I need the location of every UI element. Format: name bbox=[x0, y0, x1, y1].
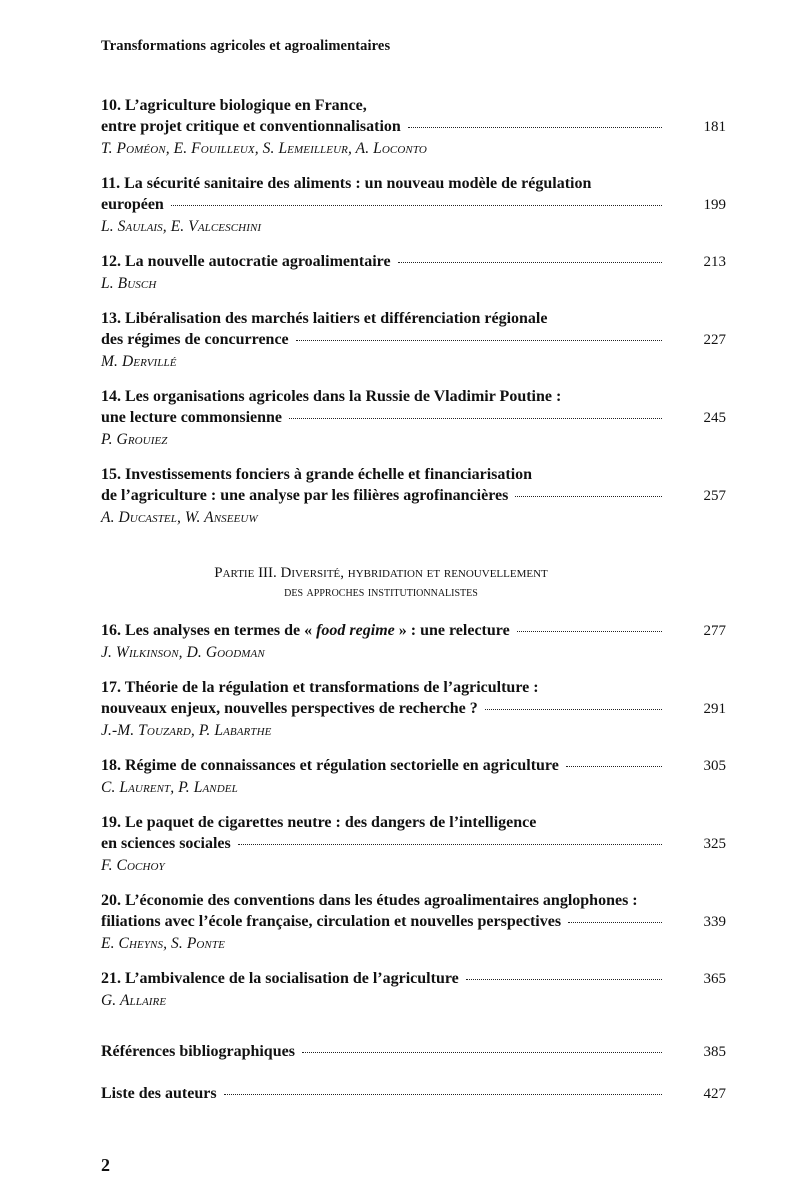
toc-entry-title-line bbox=[101, 911, 726, 933]
toc-entry-title: des régimes de concurrence bbox=[101, 331, 289, 348]
toc-page-number: 339 bbox=[703, 914, 726, 930]
toc-entry-title: en sciences sociales bbox=[101, 835, 231, 852]
toc-entry-authors: L. Saulais, E. Valceschini bbox=[101, 218, 262, 235]
leader-dots bbox=[296, 340, 662, 341]
leader-dots bbox=[466, 979, 662, 980]
toc-page-number: 277 bbox=[703, 623, 726, 639]
leader-dots bbox=[224, 1094, 662, 1095]
toc-entry[interactable] bbox=[101, 620, 726, 663]
toc-entry-title-line bbox=[101, 755, 726, 777]
leader-dots bbox=[485, 709, 662, 710]
leader-dots bbox=[302, 1052, 662, 1053]
toc-page-number: 199 bbox=[703, 197, 726, 213]
leader-dots bbox=[171, 205, 662, 206]
leader-dots bbox=[408, 127, 662, 128]
authors-list-label: Liste des auteurs bbox=[101, 1085, 217, 1102]
leader-dots bbox=[568, 922, 662, 923]
toc-entry-title-line: 19. Le paquet de cigarettes neutre : des dangers de l’intelligence bbox=[101, 814, 537, 831]
toc-entry[interactable] bbox=[101, 968, 726, 1011]
toc-entry-authors: C. Laurent, P. Landel bbox=[101, 779, 238, 796]
toc-entry-title: une lecture commonsienne bbox=[101, 409, 283, 426]
toc-entry-title: 12. La nouvelle autocratie agroalimentaire bbox=[101, 253, 391, 270]
toc-entry-title: filiations avec l’école française, circulation et nouvelles perspectives bbox=[101, 913, 562, 930]
references-label: Références bibliographiques bbox=[101, 1043, 295, 1060]
toc-page-number: 291 bbox=[703, 701, 726, 717]
toc-entry-title-line: 10. L’agriculture biologique en France, bbox=[101, 97, 367, 114]
toc-entry[interactable] bbox=[101, 173, 726, 237]
toc-entry[interactable] bbox=[101, 890, 726, 954]
toc-entry-title-line: 13. Libéralisation des marchés laitiers et différenciation régionale bbox=[101, 310, 548, 327]
table-of-contents bbox=[101, 95, 726, 1119]
toc-entry-authors: F. Cochoy bbox=[101, 857, 165, 874]
toc-entry-title-line bbox=[101, 194, 726, 216]
toc-entry-title-line: 20. L’économie des conventions dans les études agroalimentaires anglophones : bbox=[101, 892, 638, 909]
toc-entry[interactable] bbox=[101, 812, 726, 876]
toc-entry-authors: J.-M. Touzard, P. Labarthe bbox=[101, 722, 272, 739]
title-emphasis: food regime bbox=[316, 622, 395, 639]
toc-page-number: 181 bbox=[703, 119, 726, 135]
toc-entry-title-line bbox=[101, 833, 726, 855]
toc-entry-title-line bbox=[101, 329, 726, 351]
toc-entry-authors: E. Cheyns, S. Ponte bbox=[101, 935, 225, 952]
leader-dots bbox=[398, 262, 662, 263]
toc-page-number: 365 bbox=[703, 971, 726, 987]
page-number: 2 bbox=[101, 1155, 110, 1175]
running-head: Transformations agricoles et agroalimentaires bbox=[101, 38, 391, 54]
leader-dots bbox=[566, 766, 662, 767]
toc-entry-authors: M. Dervillé bbox=[101, 353, 177, 370]
toc-page-number: 325 bbox=[703, 836, 726, 852]
toc-entry[interactable] bbox=[101, 386, 726, 450]
toc-entry-title-line bbox=[101, 485, 726, 507]
part-heading bbox=[101, 564, 661, 602]
toc-entry[interactable] bbox=[101, 464, 726, 528]
toc-entry-title-line: 17. Théorie de la régulation et transformations de l’agriculture : bbox=[101, 679, 539, 696]
part-heading-line-1: Partie III. Diversité, hybridation et renouvellement bbox=[214, 565, 548, 581]
toc-entry[interactable] bbox=[101, 677, 726, 741]
toc-entry-references[interactable] bbox=[101, 1041, 726, 1063]
toc-group-part-3 bbox=[101, 677, 726, 1011]
toc-entry-title: 18. Régime de connaissances et régulation sectorielle en agriculture bbox=[101, 757, 559, 774]
leader-dots bbox=[289, 418, 662, 419]
toc-entry-authors: G. Allaire bbox=[101, 992, 167, 1009]
toc-entry-title-line bbox=[101, 620, 726, 642]
toc-page-number: 245 bbox=[703, 410, 726, 426]
toc-entry-title-line bbox=[101, 116, 726, 138]
toc-entry-authors: L. Busch bbox=[101, 275, 157, 292]
toc-entry[interactable] bbox=[101, 755, 726, 798]
toc-entry-title: nouveaux enjeux, nouvelles perspectives de recherche ? bbox=[101, 700, 478, 717]
toc-page-number: 213 bbox=[703, 254, 726, 270]
toc-entry-title: entre projet critique et conventionnalisation bbox=[101, 118, 401, 135]
toc-entry[interactable] bbox=[101, 308, 726, 372]
toc-entry-authors: J. Wilkinson, D. Goodman bbox=[101, 644, 265, 661]
toc-entry-title-line: 15. Investissements fonciers à grande échelle et financiarisation bbox=[101, 466, 533, 483]
toc-entry-title-line bbox=[101, 407, 726, 429]
leader-dots bbox=[238, 844, 662, 845]
toc-entry-title: de l’agriculture : une analyse par les filières agrofinancières bbox=[101, 487, 509, 504]
leader-dots bbox=[517, 631, 662, 632]
toc-entry-title-line: 11. La sécurité sanitaire des aliments : un nouveau modèle de régulation bbox=[101, 175, 592, 192]
toc-entry-authors: P. Grouiez bbox=[101, 431, 168, 448]
toc-entry-authors: T. Poméon, E. Fouilleux, S. Lemeilleur, A. Loconto bbox=[101, 140, 427, 157]
toc-entry-authors-list[interactable] bbox=[101, 1083, 726, 1105]
toc-entry-title: 16. Les analyses en termes de « food regime » : une relecture bbox=[101, 622, 510, 639]
toc-entry-title-line bbox=[101, 698, 726, 720]
toc-entry-title-line bbox=[101, 251, 726, 273]
toc-entry-title-line bbox=[101, 968, 726, 990]
toc-entry-authors: A. Ducastel, W. Anseeuw bbox=[101, 509, 258, 526]
toc-page-number: 227 bbox=[703, 332, 726, 348]
toc-group-part-2 bbox=[101, 95, 726, 528]
toc-entry[interactable] bbox=[101, 251, 726, 294]
toc-page-number: 257 bbox=[703, 488, 726, 504]
toc-page-number: 427 bbox=[703, 1086, 726, 1102]
toc-page-number: 305 bbox=[703, 758, 726, 774]
leader-dots bbox=[515, 496, 662, 497]
toc-entry[interactable] bbox=[101, 95, 726, 159]
toc-entry-title-line: 14. Les organisations agricoles dans la Russie de Vladimir Poutine : bbox=[101, 388, 562, 405]
toc-entry-title: 21. L’ambivalence de la socialisation de l’agriculture bbox=[101, 970, 459, 987]
toc-page-number: 385 bbox=[703, 1044, 726, 1060]
part-heading-line-2: des approches institutionnalistes bbox=[284, 585, 478, 600]
toc-entry-title: européen bbox=[101, 196, 164, 213]
